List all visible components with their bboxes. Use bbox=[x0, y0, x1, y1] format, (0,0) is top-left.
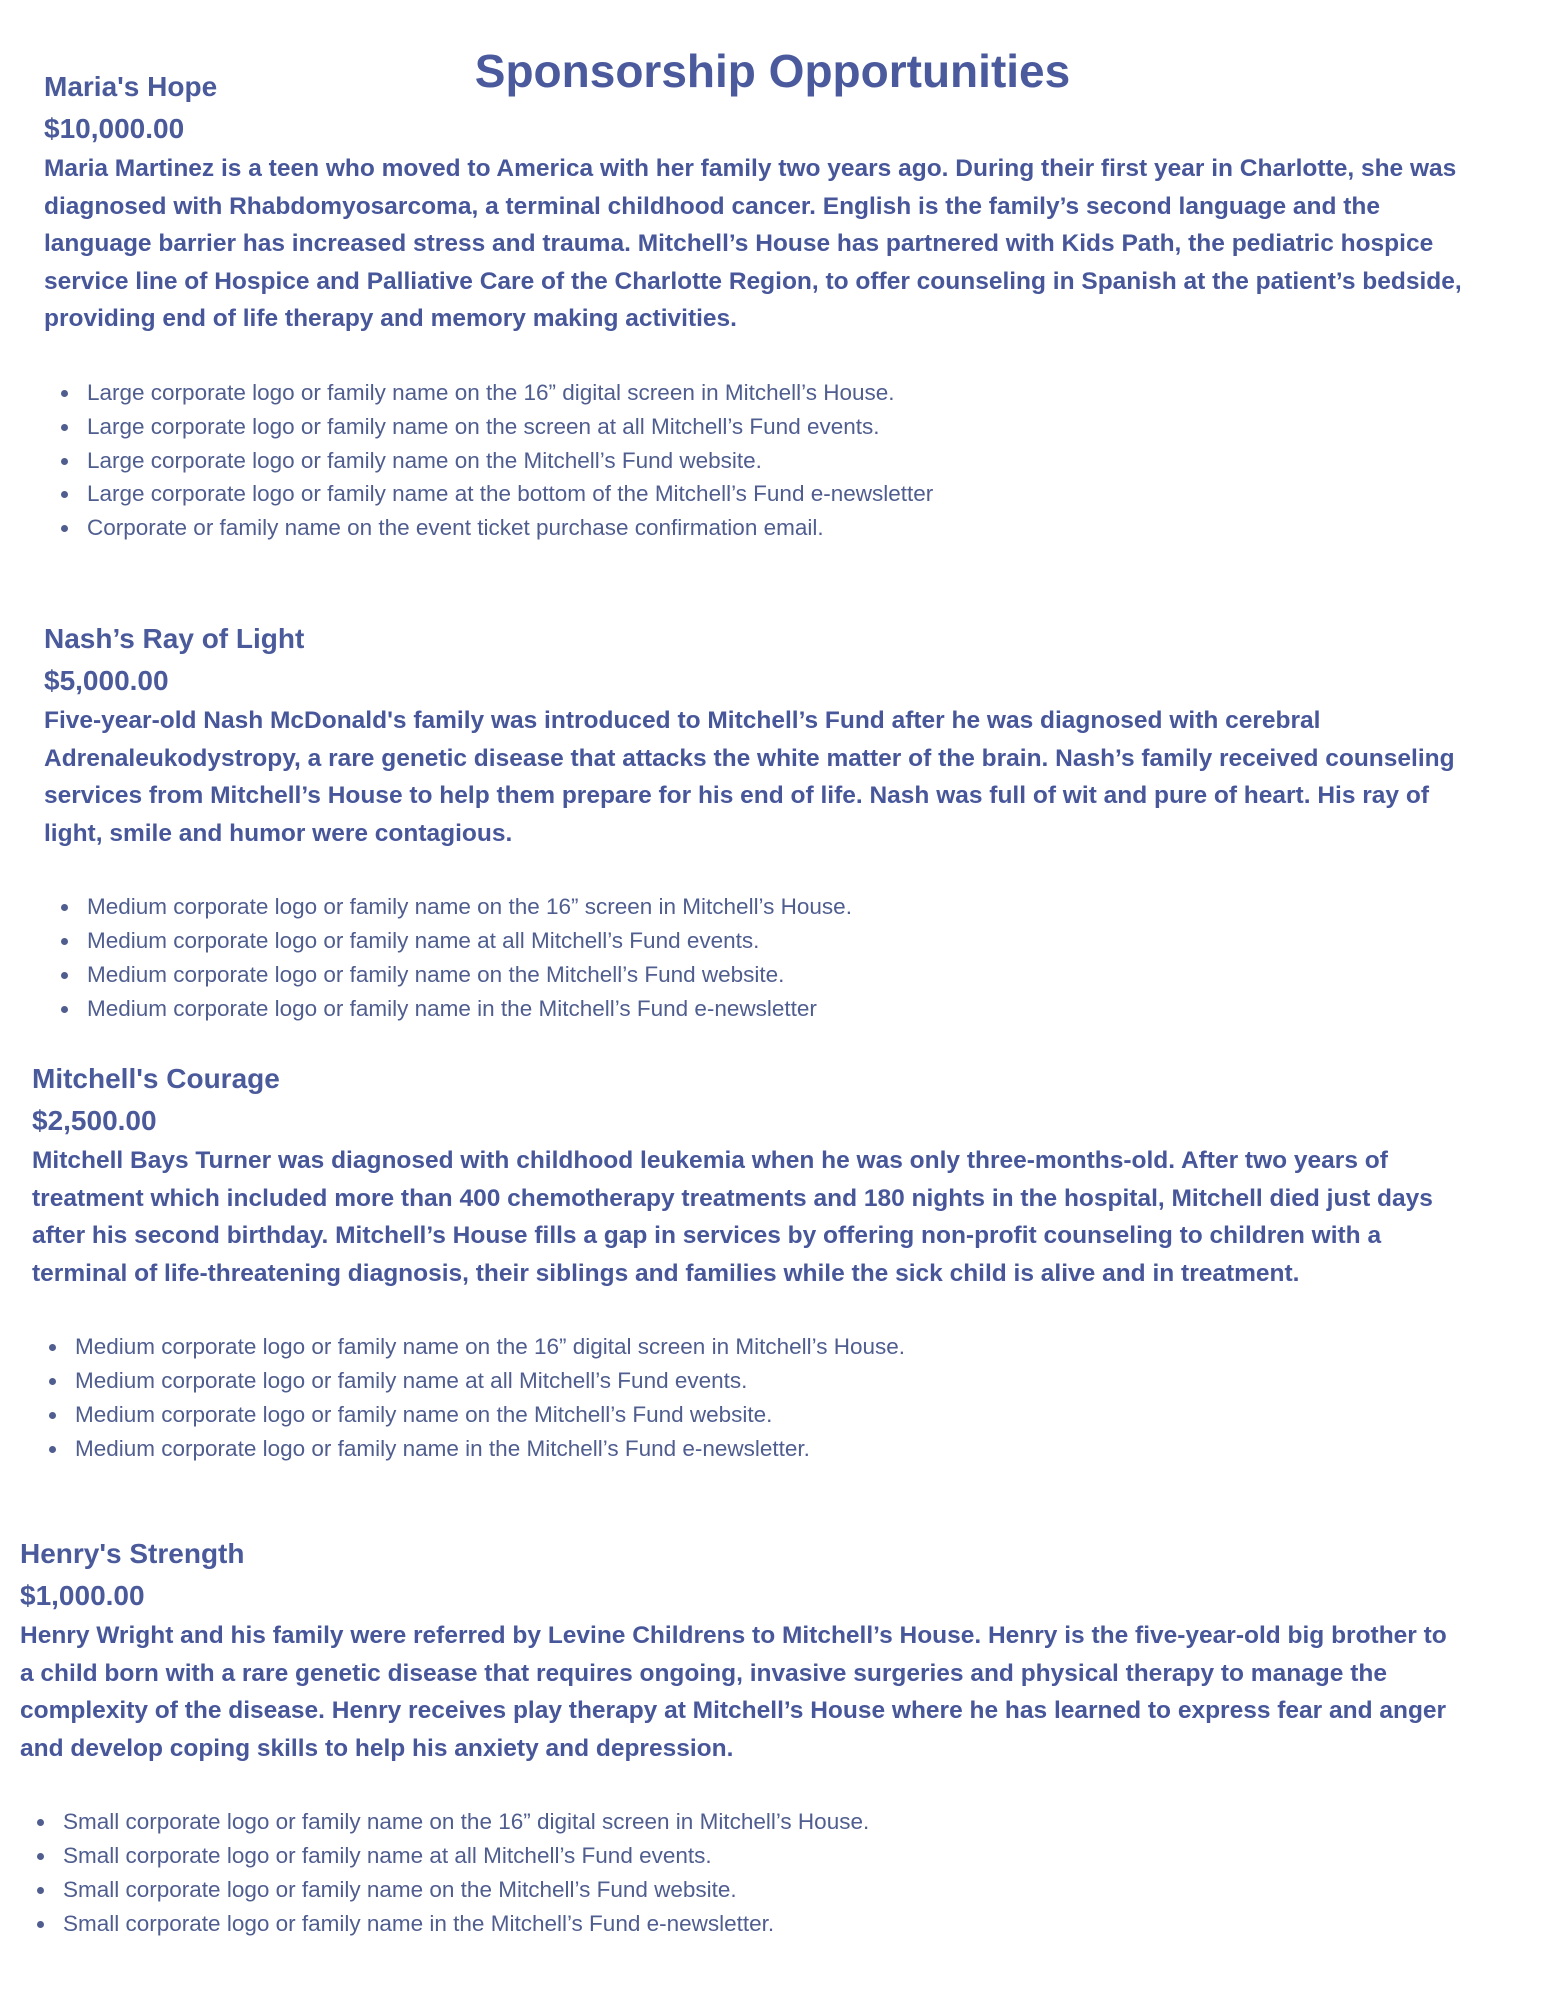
benefit-item bbox=[44, 992, 1464, 1026]
bullet-icon bbox=[49, 1378, 56, 1385]
benefit-text: Medium corporate logo or family name in the Mitchell’s Fund e-newsletter. bbox=[75, 1435, 810, 1461]
bullet-icon bbox=[37, 1819, 44, 1826]
bullet-icon bbox=[49, 1446, 56, 1453]
page-title: Sponsorship Opportunities bbox=[474, 44, 1071, 97]
sponsorship-section-henrys-strength bbox=[20, 1533, 1450, 1941]
bullet-icon bbox=[61, 1006, 68, 1013]
sponsorship-description: Five-year-old Nash McDonald's family was introduced to Mitchell’s Fund after he was diagnosed with cerebral Adrenaleukodystropy, a rare genetic disease that attacks the white matter of the brain. Nash’s family received counseling services from Mitchell’s House to help them prepare for his end of life. Nash was full of wit and pure of heart. His ray of light, smile and humor were contagious. bbox=[44, 707, 1455, 847]
benefit-text: Medium corporate logo or family name on the 16” screen in Mitchell’s House. bbox=[87, 894, 852, 920]
benefit-text: Small corporate logo or family name at all Mitchell’s Fund events. bbox=[63, 1843, 712, 1869]
sponsorship-section-mitchells-courage bbox=[32, 1058, 1472, 1466]
bullet-icon bbox=[61, 491, 68, 498]
bullet-icon bbox=[37, 1921, 44, 1928]
benefit-item bbox=[44, 924, 1464, 958]
benefit-text: Medium corporate logo or family name at all Mitchell’s Fund events. bbox=[75, 1368, 748, 1394]
benefit-item bbox=[44, 410, 1464, 444]
benefits-list bbox=[20, 1805, 1450, 1940]
sponsorship-description: Maria Martinez is a teen who moved to America with her family two years ago. During their first year in Charlotte, she was diagnosed with Rhabdomyosarcoma, a terminal childhood cancer. English is the family’s second language and the language barrier has increased stress and trauma. Mitchell’s House has partnered with Kids Path, the pediatric hospice service line of Hospice and Palliative Care of the Charlotte Region, to offer counseling in Spanish at the patient’s bedside, providing end of life therapy and memory making activities. bbox=[44, 155, 1462, 333]
bullet-icon bbox=[61, 424, 68, 431]
bullet-icon bbox=[61, 904, 68, 911]
benefit-item bbox=[44, 511, 1464, 545]
benefit-item bbox=[32, 1432, 1472, 1466]
benefit-item bbox=[44, 444, 1464, 478]
benefit-item bbox=[32, 1398, 1472, 1432]
benefit-text: Large corporate logo or family name on the screen at all Mitchell’s Fund events. bbox=[87, 413, 880, 439]
benefit-text: Large corporate logo or family name at the bottom of the Mitchell’s Fund e-newsletter bbox=[87, 481, 934, 507]
benefits-list bbox=[32, 1330, 1472, 1465]
benefit-item bbox=[20, 1839, 1450, 1873]
benefit-item bbox=[44, 890, 1464, 924]
benefit-text: Corporate or family name on the event ticket purchase confirmation email. bbox=[87, 515, 824, 541]
benefit-text: Medium corporate logo or family name on the Mitchell’s Fund website. bbox=[75, 1401, 773, 1427]
benefit-text: Large corporate logo or family name on the Mitchell’s Fund website. bbox=[87, 447, 762, 473]
bullet-icon bbox=[37, 1887, 44, 1894]
benefit-text: Large corporate logo or family name on the 16” digital screen in Mitchell’s House. bbox=[87, 379, 895, 405]
benefit-item bbox=[20, 1907, 1450, 1941]
benefit-item bbox=[20, 1873, 1450, 1907]
bullet-icon bbox=[61, 525, 68, 532]
benefit-text: Medium corporate logo or family name in the Mitchell’s Fund e-newsletter bbox=[87, 995, 817, 1021]
benefit-item bbox=[32, 1330, 1472, 1364]
benefit-item bbox=[44, 376, 1464, 410]
sponsorship-amount: $10,000.00 bbox=[44, 113, 185, 144]
sponsorship-amount: $2,500.00 bbox=[32, 1105, 157, 1136]
benefit-text: Small corporate logo or family name in the Mitchell’s Fund e-newsletter. bbox=[63, 1910, 775, 1936]
benefit-item bbox=[44, 477, 1464, 511]
bullet-icon bbox=[61, 458, 68, 465]
sponsorship-name: Nash’s Ray of Light bbox=[44, 623, 305, 654]
benefit-item bbox=[44, 958, 1464, 992]
benefits-list bbox=[44, 890, 1464, 1025]
sponsorship-description: Henry Wright and his family were referred by Levine Childrens to Mitchell’s House. Henry is the five-year-old big brother to a child born with a rare genetic disease that requires ongoing, invasive surgeries and physical therapy to manage the complexity of the disease. Henry receives play therapy at Mitchell’s House where he has learned to express fear and anger and develop coping skills to help his anxiety and depression. bbox=[20, 1622, 1447, 1762]
bullet-icon bbox=[49, 1412, 56, 1419]
benefit-item bbox=[20, 1805, 1450, 1839]
benefit-text: Small corporate logo or family name on the Mitchell’s Fund website. bbox=[63, 1876, 737, 1902]
sponsorship-amount: $5,000.00 bbox=[44, 665, 169, 696]
bullet-icon bbox=[37, 1853, 44, 1860]
sponsorship-section-marias-hope bbox=[44, 66, 1464, 545]
bullet-icon bbox=[61, 390, 68, 397]
bullet-icon bbox=[61, 938, 68, 945]
bullet-icon bbox=[61, 972, 68, 979]
sponsorship-name: Henry's Strength bbox=[20, 1538, 245, 1569]
benefits-list bbox=[44, 376, 1464, 545]
benefit-text: Medium corporate logo or family name at all Mitchell’s Fund events. bbox=[87, 928, 760, 954]
benefit-item bbox=[32, 1364, 1472, 1398]
sponsorship-name: Maria's Hope bbox=[44, 71, 218, 102]
sponsorship-description: Mitchell Bays Turner was diagnosed with childhood leukemia when he was only three-months-old. After two years of treatment which included more than 400 chemotherapy treatments and 180 nights in the hospital, Mitchell died just days after his second birthday. Mitchell’s House fills a gap in services by offering non-profit counseling to children with a terminal of life-threatening diagnosis, their siblings and families while the sick child is alive and in treatment. bbox=[32, 1147, 1433, 1287]
benefit-text: Medium corporate logo or family name on the Mitchell’s Fund website. bbox=[87, 961, 785, 987]
benefit-text: Medium corporate logo or family name on the 16” digital screen in Mitchell’s House. bbox=[75, 1334, 905, 1360]
bullet-icon bbox=[49, 1344, 56, 1351]
benefit-text: Small corporate logo or family name on the 16” digital screen in Mitchell’s House. bbox=[63, 1809, 870, 1835]
sponsorship-name: Mitchell's Courage bbox=[32, 1063, 280, 1094]
sponsorship-amount: $1,000.00 bbox=[20, 1580, 145, 1611]
sponsorship-section-nashs-ray-of-light bbox=[44, 618, 1464, 1026]
